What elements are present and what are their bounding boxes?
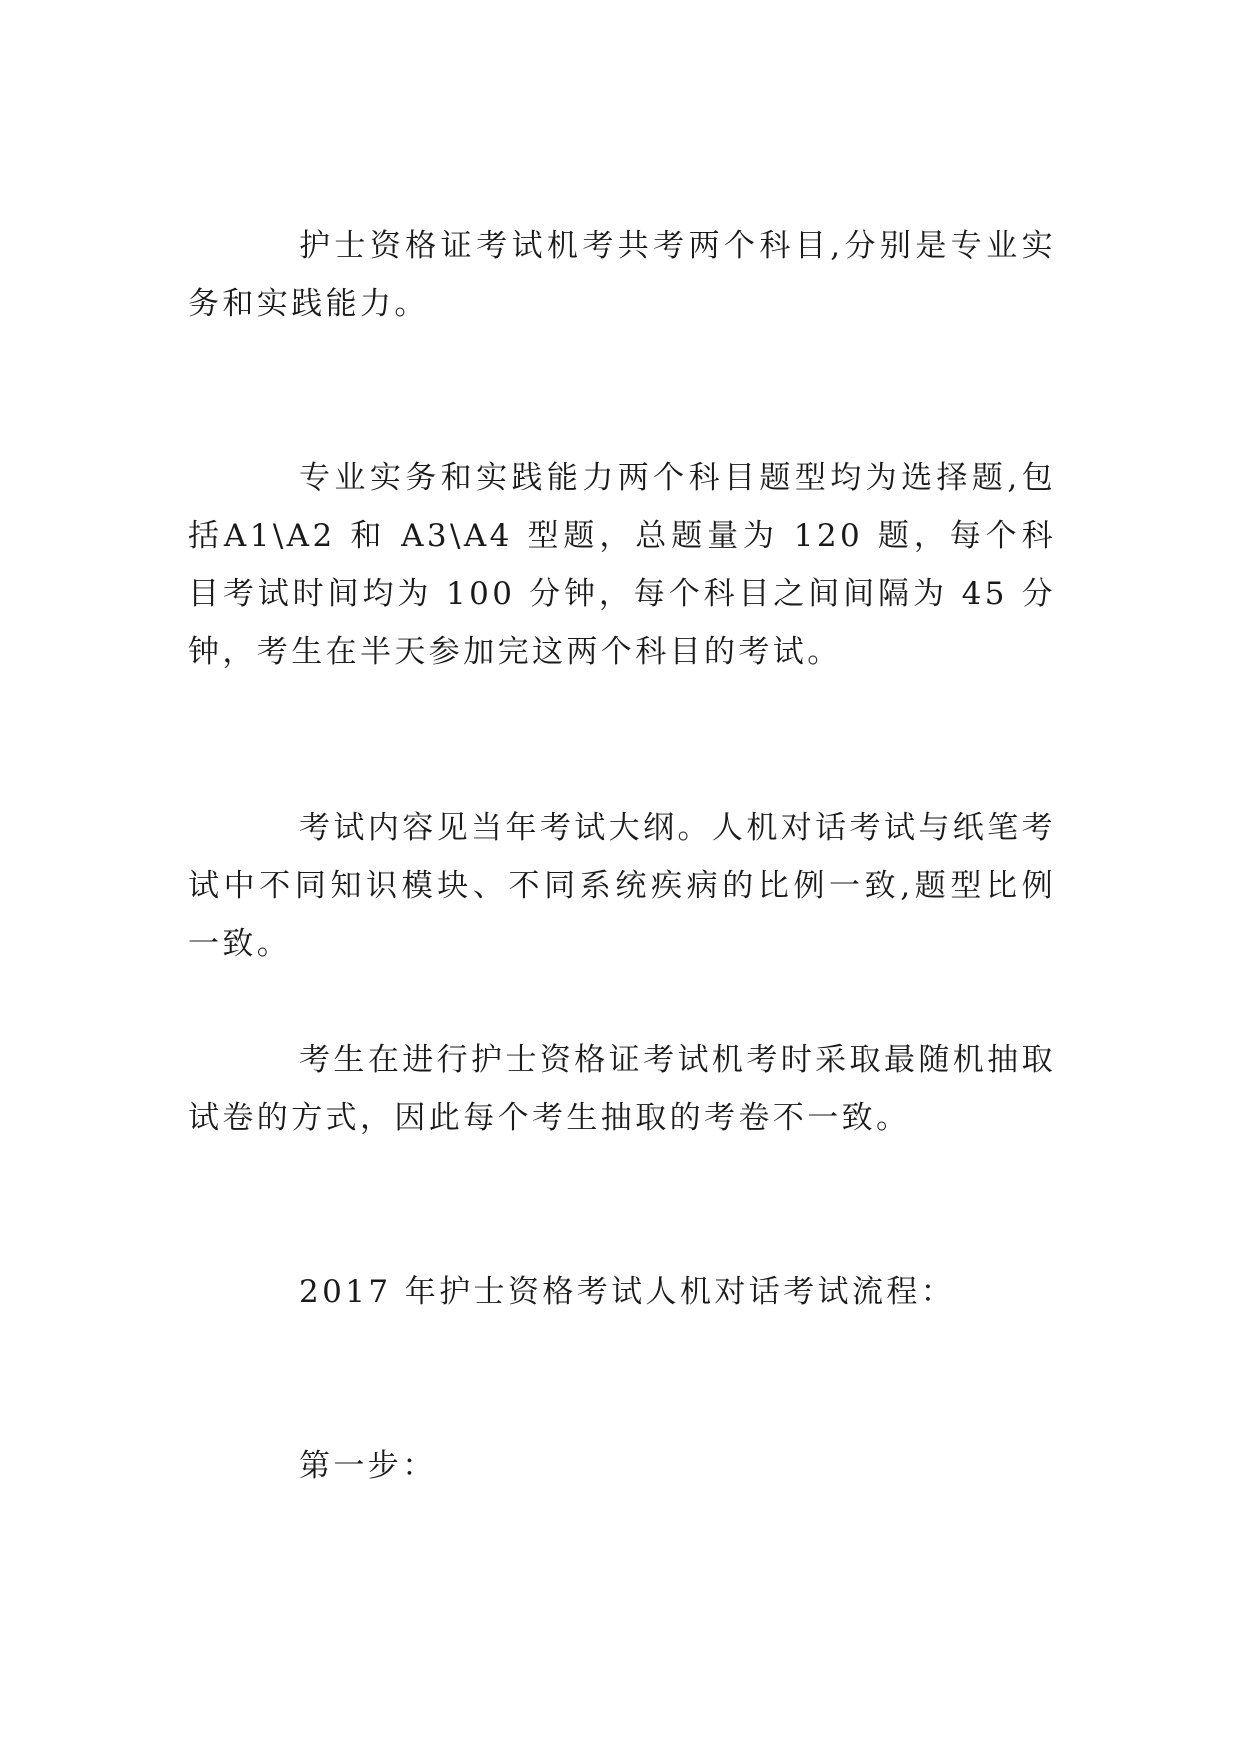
paragraph-step-one: 第一步： (299, 1448, 437, 1484)
paragraph-process-heading: 2017 年护士资格考试人机对话考试流程： (299, 1274, 956, 1310)
paragraph-question-types: 专业实务和实践能力两个科目题型均为选择题,包括A1\A2 和 A3\A4 型题，总题量为 120 题，每个科目考试时间均为 100 分钟，每个科目之间间隔为 45 分钟，考生在半天参加完这两个科目的考试。 (188, 460, 1056, 670)
paragraph-exam-content: 考试内容见当年考试大纲。人机对话考试与纸笔考试中不同知识模块、不同系统疾病的比例一致,题型比例一致。 (188, 810, 1056, 962)
paragraph-random-papers: 考生在进行护士资格证考试机考时采取最随机抽取试卷的方式，因此每个考生抽取的考卷不一致。 (188, 1042, 1056, 1136)
paragraph-exam-subjects: 护士资格证考试机考共考两个科目,分别是专业实务和实践能力。 (188, 228, 1056, 322)
